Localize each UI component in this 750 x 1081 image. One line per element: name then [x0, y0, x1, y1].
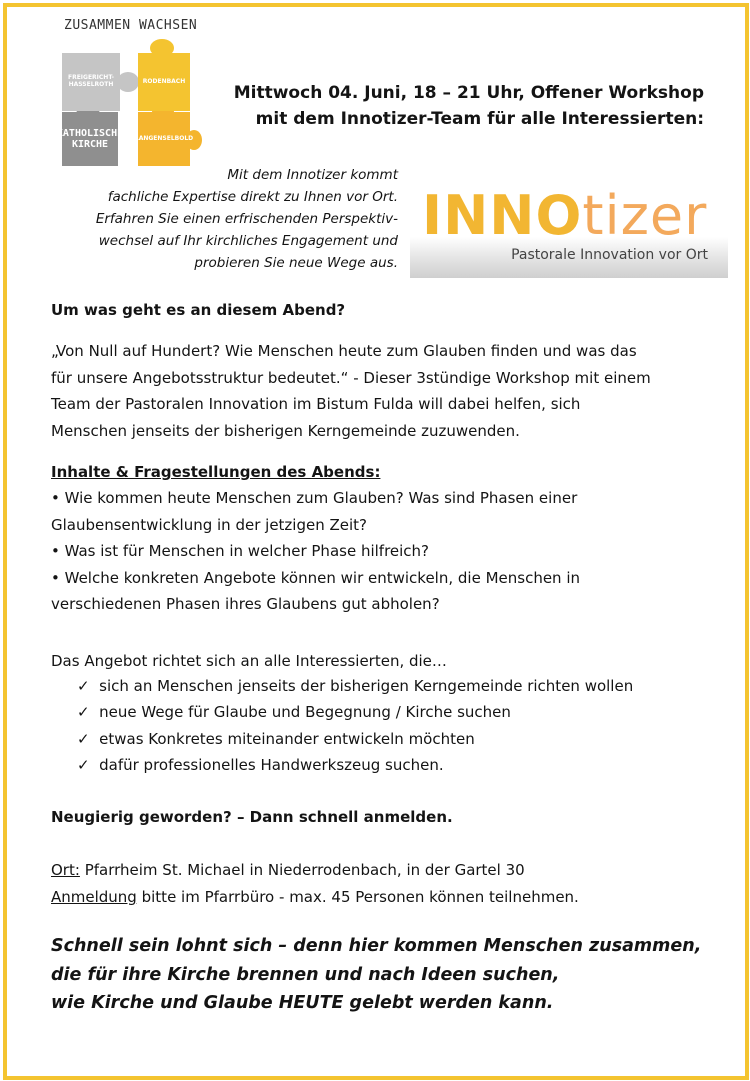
puzzle-piece-rodenbach: RODENBACH [138, 53, 190, 111]
puzzle-piece-langenselbold: LANGENSELBOLD [138, 112, 190, 166]
intro-text: Mit dem Innotizer kommt fachliche Expertise direkt zu Ihnen vor Ort. Erfahren Sie einen erfrischenden Perspektiv- wechsel auf Ihr kirchliches Engagement und probieren Sie neue Wege aus. [95, 167, 398, 271]
section-contents-list: • Wie kommen heute Menschen zum Glauben? Was sind Phasen einer Glaubensentwicklung in der jetzigen Zeit? • Was ist für Menschen in welcher Phase hilfreich? • Welche konkreten Angebote können wir entwickeln, die Menschen in verschiedenen Phasen ihres Glaubens gut abholen? [51, 489, 580, 613]
innotizer-tizer: tizer [582, 184, 708, 247]
innotizer-subtitle: Pastorale Innovation vor Ort [511, 247, 708, 263]
registration-line: Anmeldung bitte im Pfarrbüro - max. 45 Personen können teilnehmen. [51, 888, 579, 906]
check-icon: ✓ [77, 703, 90, 721]
closing-statement: Schnell sein lohnt sich – denn hier kommen Menschen zusammen, die für ihre Kirche brennen und nach Ideen suchen, wie Kirche und Glaube HEUTE gelebt werden kann. [51, 936, 702, 1013]
audience-item: ✓ neue Wege für Glaube und Begegnung / Kirche suchen [77, 703, 511, 721]
section-heading-about: Um was geht es an diesem Abend? [51, 301, 346, 319]
audience-item: ✓ etwas Konkretes miteinander entwickeln möchten [77, 730, 475, 748]
check-icon: ✓ [77, 756, 90, 774]
registration-label: Anmeldung [51, 888, 137, 906]
location-line: Ort: Pfarrheim St. Michael in Niederrodenbach, in der Gartel 30 [51, 861, 525, 879]
audience-item: ✓ dafür professionelles Handwerkszeug suchen. [77, 756, 444, 774]
audience-item: ✓ sich an Menschen jenseits der bisherigen Kerngemeinde richten wollen [77, 677, 634, 695]
puzzle-piece-freigericht: FREIGERICHT-HASSELROTH [62, 53, 120, 111]
section-about-text: „Von Null auf Hundert? Wie Menschen heute zum Glauben finden und was das für unsere Angebotsstruktur bedeutet.“ - Dieser 3stündige Workshop mit einem Team der Pastoralen Innovation im Bistum Fulda will dabei helfen, sich Menschen jenseits der bisherigen Kerngemeinde zuzuwenden. [51, 342, 651, 440]
innotizer-caps: INNO [422, 184, 583, 247]
event-headline: Mittwoch 04. Juni, 18 – 21 Uhr, Offener Workshop mit dem Innotizer-Team für alle Interessierten: [233, 83, 704, 129]
audience-intro: Das Angebot richtet sich an alle Interessierten, die… [51, 652, 447, 670]
section-heading-contents: Inhalte & Fragestellungen des Abends: [51, 463, 381, 481]
puzzle-piece-katholische-kirche: KATHOLISCHE KIRCHE [62, 112, 118, 166]
call-to-action: Neugierig geworden? – Dann schnell anmelden. [51, 808, 453, 826]
zusammen-wachsen-logo [56, 16, 198, 168]
logo-title: ZUSAMMEN WACHSEN [64, 18, 198, 33]
check-icon: ✓ [77, 730, 90, 748]
check-icon: ✓ [77, 677, 90, 695]
innotizer-logo [410, 180, 728, 278]
location-label: Ort: [51, 861, 80, 879]
